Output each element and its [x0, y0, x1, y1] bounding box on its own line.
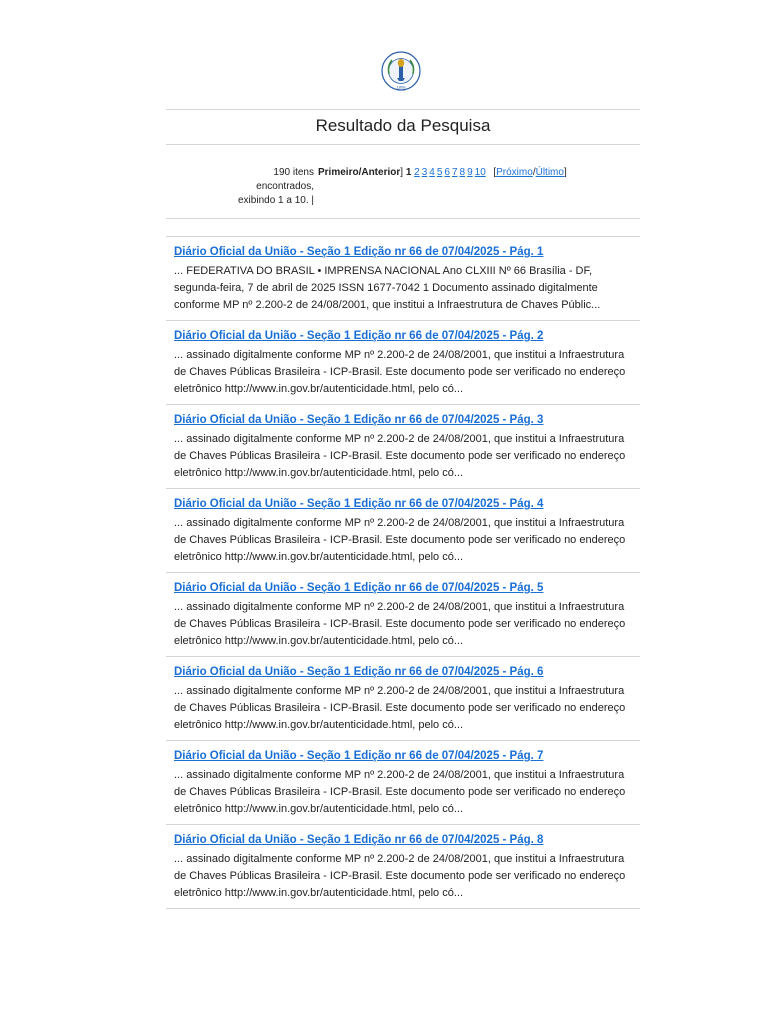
- result-title-link[interactable]: Diário Oficial da União - Seção 1 Edição nr 66 de 07/04/2025 - Pág. 4: [174, 498, 544, 510]
- result-snippet: ... assinado digitalmente conforme MP nº 2.200-2 de 24/08/2001, que institui a Infraestrutura de Chaves Públicas Brasileira - ICP-Brasil. Este documento pode ser verificado no endereço eletrônico http://www.in.gov.br/autenticidade.html, pelo có...: [174, 349, 626, 395]
- imprensa-nacional-seal-icon: [380, 50, 422, 92]
- pager-page-link[interactable]: 10: [474, 167, 486, 178]
- pager-divider: [166, 218, 640, 219]
- pager-page-link[interactable]: 5: [436, 167, 443, 178]
- pager-page-link[interactable]: 3: [421, 167, 428, 178]
- result-item: [166, 657, 640, 741]
- pager-page-link[interactable]: 7: [451, 167, 458, 178]
- result-title-link[interactable]: Diário Oficial da União - Seção 1 Edição nr 66 de 07/04/2025 - Pág. 8: [174, 834, 544, 846]
- result-title-link[interactable]: Diário Oficial da União - Seção 1 Edição nr 66 de 07/04/2025 - Pág. 2: [174, 330, 544, 342]
- result-title-link[interactable]: Diário Oficial da União - Seção 1 Edição nr 66 de 07/04/2025 - Pág. 6: [174, 666, 544, 678]
- result-snippet: ... assinado digitalmente conforme MP nº 2.200-2 de 24/08/2001, que institui a Infraestrutura de Chaves Públicas Brasileira - ICP-Brasil. Este documento pode ser verificado no endereço eletrônico http://www.in.gov.br/autenticidade.html, pelo có...: [174, 517, 626, 563]
- result-item: [166, 489, 640, 573]
- result-item: [166, 825, 640, 909]
- results-summary: [232, 166, 314, 208]
- result-title-link[interactable]: Diário Oficial da União - Seção 1 Edição nr 66 de 07/04/2025 - Pág. 3: [174, 414, 544, 426]
- pager-bracket-end: ]: [563, 167, 567, 178]
- result-snippet: ... FEDERATIVA DO BRASIL • IMPRENSA NACIONAL Ano CLXIII Nº 66 Brasília - DF, segunda-feira, 7 de abril de 2025 ISSN 1677-7042 1 Documento assinado digitalmente conforme MP nº 2.200-2 de 24/08/2001, que institui a Infraestrutura de Chaves Públic...: [174, 265, 601, 311]
- summary-line-3: exibindo 1 a 10. |: [238, 195, 314, 206]
- result-title-link[interactable]: Diário Oficial da União - Seção 1 Edição nr 66 de 07/04/2025 - Pág. 7: [174, 750, 544, 762]
- result-snippet: ... assinado digitalmente conforme MP nº 2.200-2 de 24/08/2001, que institui a Infraestrutura de Chaves Públicas Brasileira - ICP-Brasil. Este documento pode ser verificado no endereço eletrônico http://www.in.gov.br/autenticidade.html, pelo có...: [174, 853, 626, 899]
- result-snippet: ... assinado digitalmente conforme MP nº 2.200-2 de 24/08/2001, que institui a Infraestrutura de Chaves Públicas Brasileira - ICP-Brasil. Este documento pode ser verificado no endereço eletrônico http://www.in.gov.br/autenticidade.html, pelo có...: [174, 769, 626, 815]
- header-bottom-divider: [166, 144, 640, 145]
- result-item: [166, 741, 640, 825]
- summary-line-1: 190 itens: [273, 167, 314, 178]
- results-list: [166, 237, 640, 909]
- pagination: [318, 166, 567, 180]
- header-top-divider: [166, 109, 640, 110]
- result-title-link[interactable]: Diário Oficial da União - Seção 1 Edição nr 66 de 07/04/2025 - Pág. 5: [174, 582, 544, 594]
- pager-slash: /: [532, 167, 536, 178]
- result-snippet: ... assinado digitalmente conforme MP nº 2.200-2 de 24/08/2001, que institui a Infraestrutura de Chaves Públicas Brasileira - ICP-Brasil. Este documento pode ser verificado no endereço eletrônico http://www.in.gov.br/autenticidade.html, pelo có...: [174, 601, 626, 647]
- page-title: Resultado da Pesquisa: [315, 116, 491, 135]
- pager-bracket-open: [: [493, 167, 497, 178]
- result-item: [166, 573, 640, 657]
- pager-page-link[interactable]: 4: [429, 167, 435, 178]
- result-snippet: ... assinado digitalmente conforme MP nº 2.200-2 de 24/08/2001, que institui a Infraestrutura de Chaves Públicas Brasileira - ICP-Brasil. Este documento pode ser verificado no endereço eletrônico http://www.in.gov.br/autenticidade.html, pelo có...: [174, 685, 626, 731]
- pager-last-link[interactable]: Último: [535, 167, 564, 178]
- pager-page-link[interactable]: 6: [444, 167, 450, 178]
- pager-page-link[interactable]: 2: [414, 167, 420, 178]
- pager-page-link[interactable]: 8: [459, 167, 466, 178]
- pager-page-link[interactable]: 9: [467, 167, 473, 178]
- pager-bracket-close: ]: [400, 167, 404, 178]
- pager-current-page: 1: [405, 167, 412, 178]
- result-title-link[interactable]: Diário Oficial da União - Seção 1 Edição nr 66 de 07/04/2025 - Pág. 1: [174, 246, 544, 258]
- result-item: [166, 405, 640, 489]
- svg-text:1808: 1808: [396, 84, 406, 90]
- summary-line-2: encontrados,: [256, 181, 314, 192]
- pager-first-previous-label: Primeiro/Anterior: [318, 167, 401, 178]
- pager-next-link[interactable]: Próximo: [496, 167, 533, 178]
- result-item: [166, 237, 640, 321]
- result-snippet: ... assinado digitalmente conforme MP nº 2.200-2 de 24/08/2001, que institui a Infraestrutura de Chaves Públicas Brasileira - ICP-Brasil. Este documento pode ser verificado no endereço eletrônico http://www.in.gov.br/autenticidade.html, pelo có...: [174, 433, 626, 479]
- result-item: [166, 321, 640, 405]
